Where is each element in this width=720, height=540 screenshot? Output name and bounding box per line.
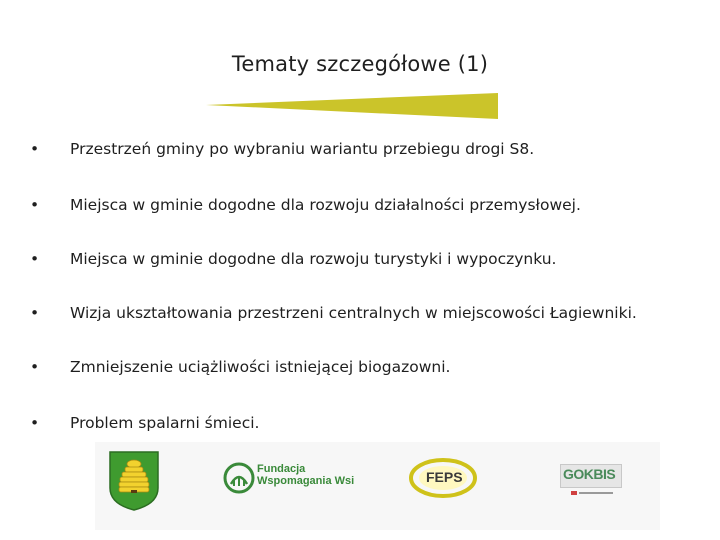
bullet-item: [30, 304, 637, 322]
fundacja-wspomagania-wsi-logo: [257, 463, 354, 487]
gokbis-logo-text: GOKBIS: [563, 466, 616, 482]
fundacja-logo-line2: Wspomagania Wsi: [257, 475, 355, 487]
bullet-item: [30, 358, 450, 376]
bullet-text: Problem spalarni śmieci.: [70, 414, 260, 432]
partner-logos-strip: [95, 442, 660, 530]
bullet-glyph: •: [30, 140, 40, 158]
bullet-item: [30, 414, 259, 432]
fundacja-wspomagania-wsi-emblem: [223, 462, 255, 494]
gokbis-tagline-mark: [571, 490, 615, 496]
bullet-text: Miejsca w gminie dogodne dla rozwoju działalności przemysłowej.: [70, 196, 581, 214]
bullet-glyph: •: [30, 304, 40, 322]
bullet-glyph: •: [30, 414, 40, 432]
bullet-text: Zmniejszenie uciążliwości istniejącej biogazowni.: [70, 358, 451, 376]
bullet-glyph: •: [30, 196, 40, 214]
bullet-item: [30, 196, 581, 214]
slide-title: Tematy szczegółowe (1): [231, 52, 489, 76]
bullet-glyph: •: [30, 358, 40, 376]
title-underline-accent: [206, 92, 500, 122]
coat-of-arms-logo: [108, 450, 160, 512]
bullet-item: [30, 250, 557, 268]
fundacja-logo-line1: Fundacja: [257, 463, 306, 475]
feps-logo-text: FEPS: [426, 469, 463, 485]
bullet-item: [30, 140, 534, 158]
bullet-text: Przestrzeń gminy po wybraniu wariantu przebiegu drogi S8.: [70, 140, 535, 158]
bullet-glyph: •: [30, 250, 40, 268]
bullet-text: Wizja ukształtowania przestrzeni centralnych w miejscowości Łagiewniki.: [70, 304, 637, 322]
bullet-text: Miejsca w gminie dogodne dla rozwoju turystyki i wypoczynku.: [70, 250, 557, 268]
